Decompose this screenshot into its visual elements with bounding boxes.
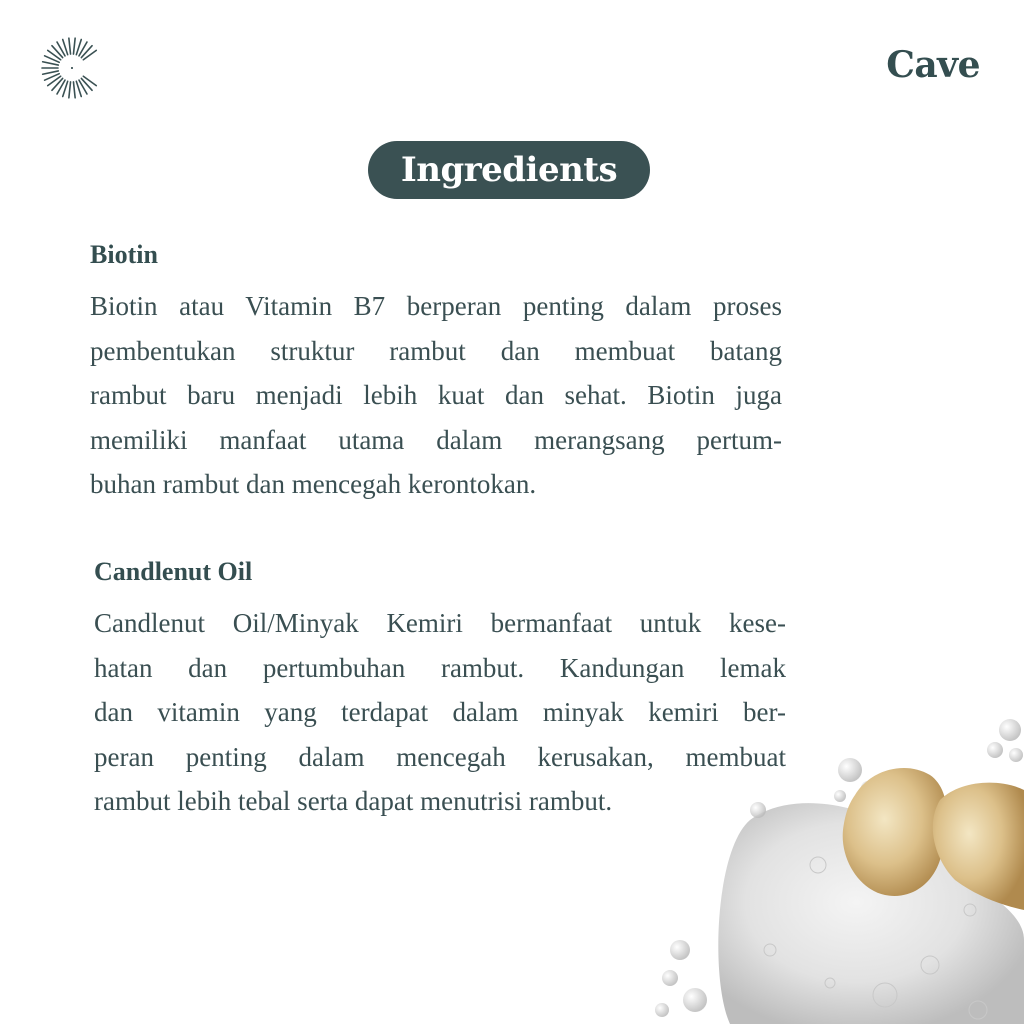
description-line: rambut baru menjadi lebih kuat dan sehat. Biotin juga [90, 380, 782, 410]
brand-wordmark: Cave [886, 44, 980, 86]
page-title-pill [368, 141, 650, 199]
description-line: Biotin atau Vitamin B7 berperan penting dalam proses [90, 291, 782, 321]
page-title: Ingredients [400, 150, 618, 190]
description-line: peran penting dalam mencegah kerusakan, membuat [94, 741, 786, 772]
description-line: hatan dan pertumbuhan rambut. Kandungan lemak [94, 652, 786, 683]
description-line: dan vitamin yang terdapat dalam minyak kemiri ber- [94, 697, 786, 727]
ingredient-description [90, 284, 782, 507]
ingredient-heading: Candlenut Oil [94, 557, 253, 586]
description-line: pembentukan struktur rambut dan membuat batang [90, 335, 782, 366]
candlenut-foam-illustration [640, 700, 1024, 1024]
description-line: Candlenut Oil/Minyak Kemiri bermanfaat untuk kese- [94, 608, 786, 638]
description-line: buhan rambut dan mencegah kerontokan. [90, 469, 537, 499]
ingredient-section-biotin [90, 240, 782, 507]
sunburst-logo-icon [40, 36, 104, 100]
description-line: rambut lebih tebal serta dapat menutrisi rambut. [94, 786, 613, 816]
ingredient-heading: Biotin [90, 240, 158, 269]
description-line: memiliki manfaat utama dalam merangsang pertum- [90, 424, 782, 455]
